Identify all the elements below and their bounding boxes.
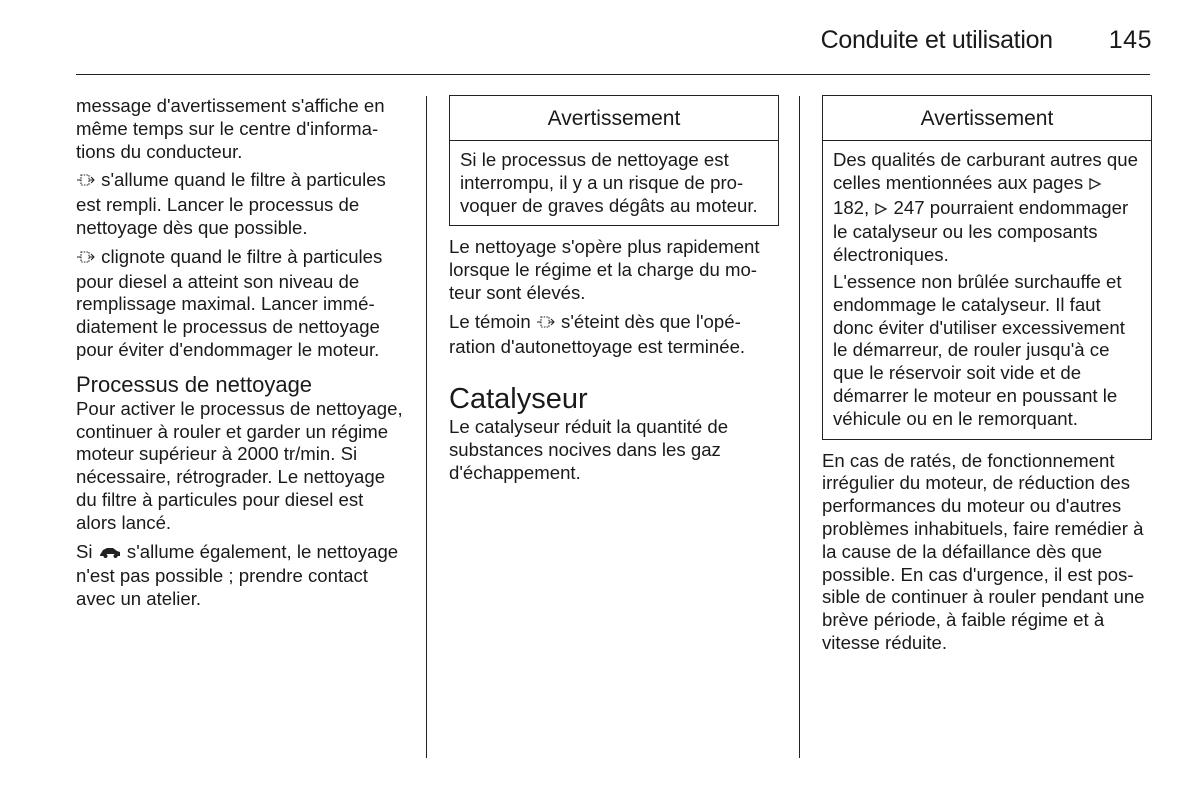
page-reference-arrow-icon [874, 199, 888, 222]
cleaning-paragraph: Pour activer le processus de nettoyage, continuer à rouler et garder un régime moteur supérieur à 2000 tr/min. Si nécessaire, rétrograder. Le nettoyage du filtre à particules pour diesel est alors lancé. [76, 397, 403, 533]
header-rule [76, 74, 1150, 75]
warning-title: Avertissement [450, 96, 778, 141]
warning-box-interrupt [449, 95, 779, 226]
engine-on-text: s'allume également, le nettoyage n'est pas possible ; prendre contact avec un atelier. [76, 540, 399, 610]
particle-filter-icon [536, 313, 556, 336]
column-divider-right [799, 96, 800, 758]
engine-warning-paragraph [76, 541, 406, 611]
warning-text: Si le processus de nettoyage est interrompu, il y a un risque de provoquer de graves dégâts au moteur. [460, 149, 758, 216]
column-divider-left [426, 96, 427, 758]
misfire-paragraph: En cas de ratés, de fonctionnement irrégulier du moteur, de réduction des performances du moteur ou d'autres problèmes inhabituels, faire remédier à la cause de la défaillance dès que possible. En cas d'urgence, il est possible de continuer à rouler pendant une brève période, à faible régime et à vitesse réduite. [822, 449, 1145, 653]
fuel-paragraph [833, 149, 1141, 267]
chapter-title: Conduite et utilisation [820, 26, 1053, 54]
unburnt-paragraph: L'essence non brûlée surchauffe et endommage le catalyseur. Il faut donc éviter d'utiliser excessivement le démarreur, de rouler jusqu'à ce que le réservoir soit vide et de démarrer le moteur en poussant le véhicule ou en le remorquant. [833, 270, 1125, 429]
filter-blink-paragraph [76, 246, 406, 362]
page-header [76, 26, 1152, 56]
warning-body [823, 141, 1151, 439]
filter-full-paragraph [76, 169, 406, 239]
lamp-prefix: Le témoin [449, 310, 531, 332]
particle-filter-icon [76, 171, 96, 194]
fuel-text: Des qualités de carburant autres que celles mentionnées aux pages [833, 149, 1138, 193]
warning-box-fuel [822, 95, 1152, 440]
warning-body [450, 141, 778, 225]
section-heading-cleaning: Processus de nettoyage [76, 371, 313, 397]
column-3 [822, 95, 1152, 661]
engine-warning-icon [98, 543, 122, 566]
column-1 [76, 95, 406, 617]
column-2 [449, 95, 779, 491]
lamp-paragraph [449, 311, 779, 359]
page-number: 145 [1108, 26, 1152, 54]
filter-blink-text: clignote quand le filtre à particules pour diesel a atteint son niveau de remplissage maximal. Lancer immédiatement le processus de nettoyage pour éviter d'endommager le moteur. [76, 245, 383, 360]
intro-paragraph: message d'avertissement s'affiche en même temps sur le centre d'informations du conducteur. [76, 95, 385, 162]
warning-title: Avertissement [823, 96, 1151, 141]
section-heading-catalyst: Catalyseur [449, 383, 588, 416]
faster-paragraph: Le nettoyage s'opère plus rapidement lorsque le régime et la charge du moteur sont élevés. [449, 236, 760, 303]
filter-full-text: s'allume quand le filtre à particules est rempli. Lancer le processus de nettoyage dès que possible. [76, 169, 386, 238]
page-reference-arrow-icon [1088, 174, 1102, 197]
page-ref-182[interactable]: 182, [833, 196, 870, 218]
particle-filter-icon [76, 248, 96, 271]
catalyst-paragraph: Le catalyseur réduit la quantité de substances nocives dans les gaz d'échappement. [449, 416, 729, 483]
lamp-suffix: s'éteint dès que l'opération d'autonettoyage est terminée. [449, 310, 746, 357]
page-ref-247-text[interactable]: 247 pourraient endommager le catalyseur ou les composants électroniques. [833, 196, 1129, 266]
si-text: Si [76, 540, 93, 562]
